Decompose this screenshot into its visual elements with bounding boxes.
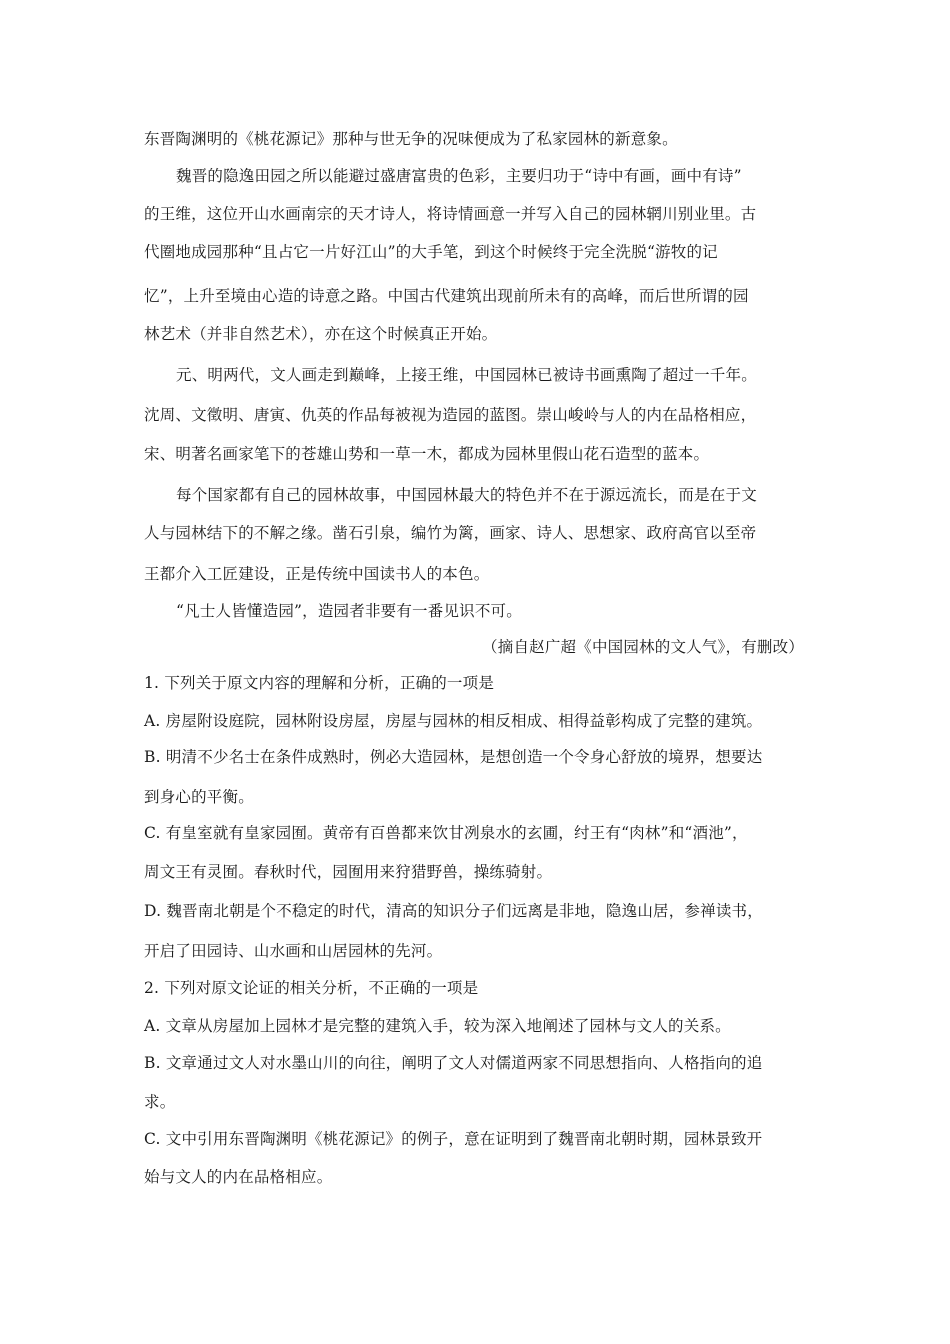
question-2-option-b-cont: 求。 [144,1093,176,1111]
question-2-option-b: B. 文章通过文人对水墨山川的向往，阐明了文人对儒道两家不同思想指向、人格指向的追 [144,1054,763,1072]
question-2-stem: 2. 下列对原文论证的相关分析，不正确的一项是 [144,979,479,997]
question-1-option-c-cont: 周文王有灵囿。春秋时代，园囿用来狩猎野兽，操练骑射。 [144,863,553,881]
question-2-option-c: C. 文中引用东晋陶渊明《桃花源记》的例子，意在证明到了魏晋南北朝时期，园林景致开 [144,1130,763,1148]
passage-line: 宋、明著名画家笔下的苍雄山势和一草一木，都成为园林里假山花石造型的蓝本。 [144,445,710,463]
passage-line: 每个国家都有自己的园林故事，中国园林最大的特色并不在于源远流长，而是在于文 [176,486,757,504]
passage-line: 忆”，上升至境由心造的诗意之路。中国古代建筑出现前所未有的高峰，而后世所谓的园 [144,287,749,305]
question-2-option-a: A. 文章从房屋加上园林才是完整的建筑入手，较为深入地阐述了园林与文人的关系。 [144,1017,731,1035]
source-citation: （摘自赵广超《中国园林的文人气》，有删改） [482,638,804,656]
question-1-stem: 1. 下列关于原文内容的理解和分析，正确的一项是 [144,674,495,692]
question-2-option-c-cont: 始与文人的内在品格相应。 [144,1168,333,1186]
question-1-option-b: B. 明清不少名士在条件成熟时，例必大造园林，是想创造一个令身心舒放的境界，想要达 [144,748,763,766]
question-1-option-d-cont: 开启了田园诗、山水画和山居园林的先河。 [144,942,443,960]
passage-line: 人与园林结下的不解之缘。凿石引泉，编竹为篱，画家、诗人、思想家、政府高官以至帝 [144,524,757,542]
passage-line: 林艺术（并非自然艺术），亦在这个时候真正开始。 [144,325,498,343]
passage-line: 代圈地成园那种“且占它一片好江山”的大手笔，到这个时候终于完全洗脱“游牧的记 [144,243,718,261]
passage-line: 东晋陶渊明的《桃花源记》那种与世无争的况味便成为了私家园林的新意象。 [144,130,678,148]
question-1-option-c: C. 有皇室就有皇家园囿。黄帝有百兽都来饮甘冽泉水的玄圃，纣王有“肉林”和“酒池”， [144,824,748,842]
passage-line: 魏晋的隐逸田园之所以能避过盛唐富贵的色彩，主要归功于“诗中有画，画中有诗” [176,167,742,185]
passage-line: “凡士人皆懂造园”，造园者非要有一番见识不可。 [176,602,522,620]
question-1-option-b-cont: 到身心的平衡。 [144,788,254,806]
passage-line: 的王维，这位开山水画南宗的天才诗人，将诗情画意一并写入自己的园林辋川别业里。古 [144,205,757,223]
question-1-option-a: A. 房屋附设庭院，园林附设房屋，房屋与园林的相反相成、相得益彰构成了完整的建筑。 [144,712,763,730]
question-1-option-d: D. 魏晋南北朝是个不稳定的时代，清高的知识分子们远离是非地，隐逸山居，参禅读书， [144,902,763,920]
passage-line: 沈周、文徵明、唐寅、仇英的作品每被视为造园的蓝图。崇山峻岭与人的内在品格相应， [144,406,757,424]
passage-line: 元、明两代，文人画走到巅峰，上接王维，中国园林已被诗书画熏陶了超过一千年。 [176,366,757,384]
passage-line: 王都介入工匠建设，正是传统中国读书人的本色。 [144,565,490,583]
